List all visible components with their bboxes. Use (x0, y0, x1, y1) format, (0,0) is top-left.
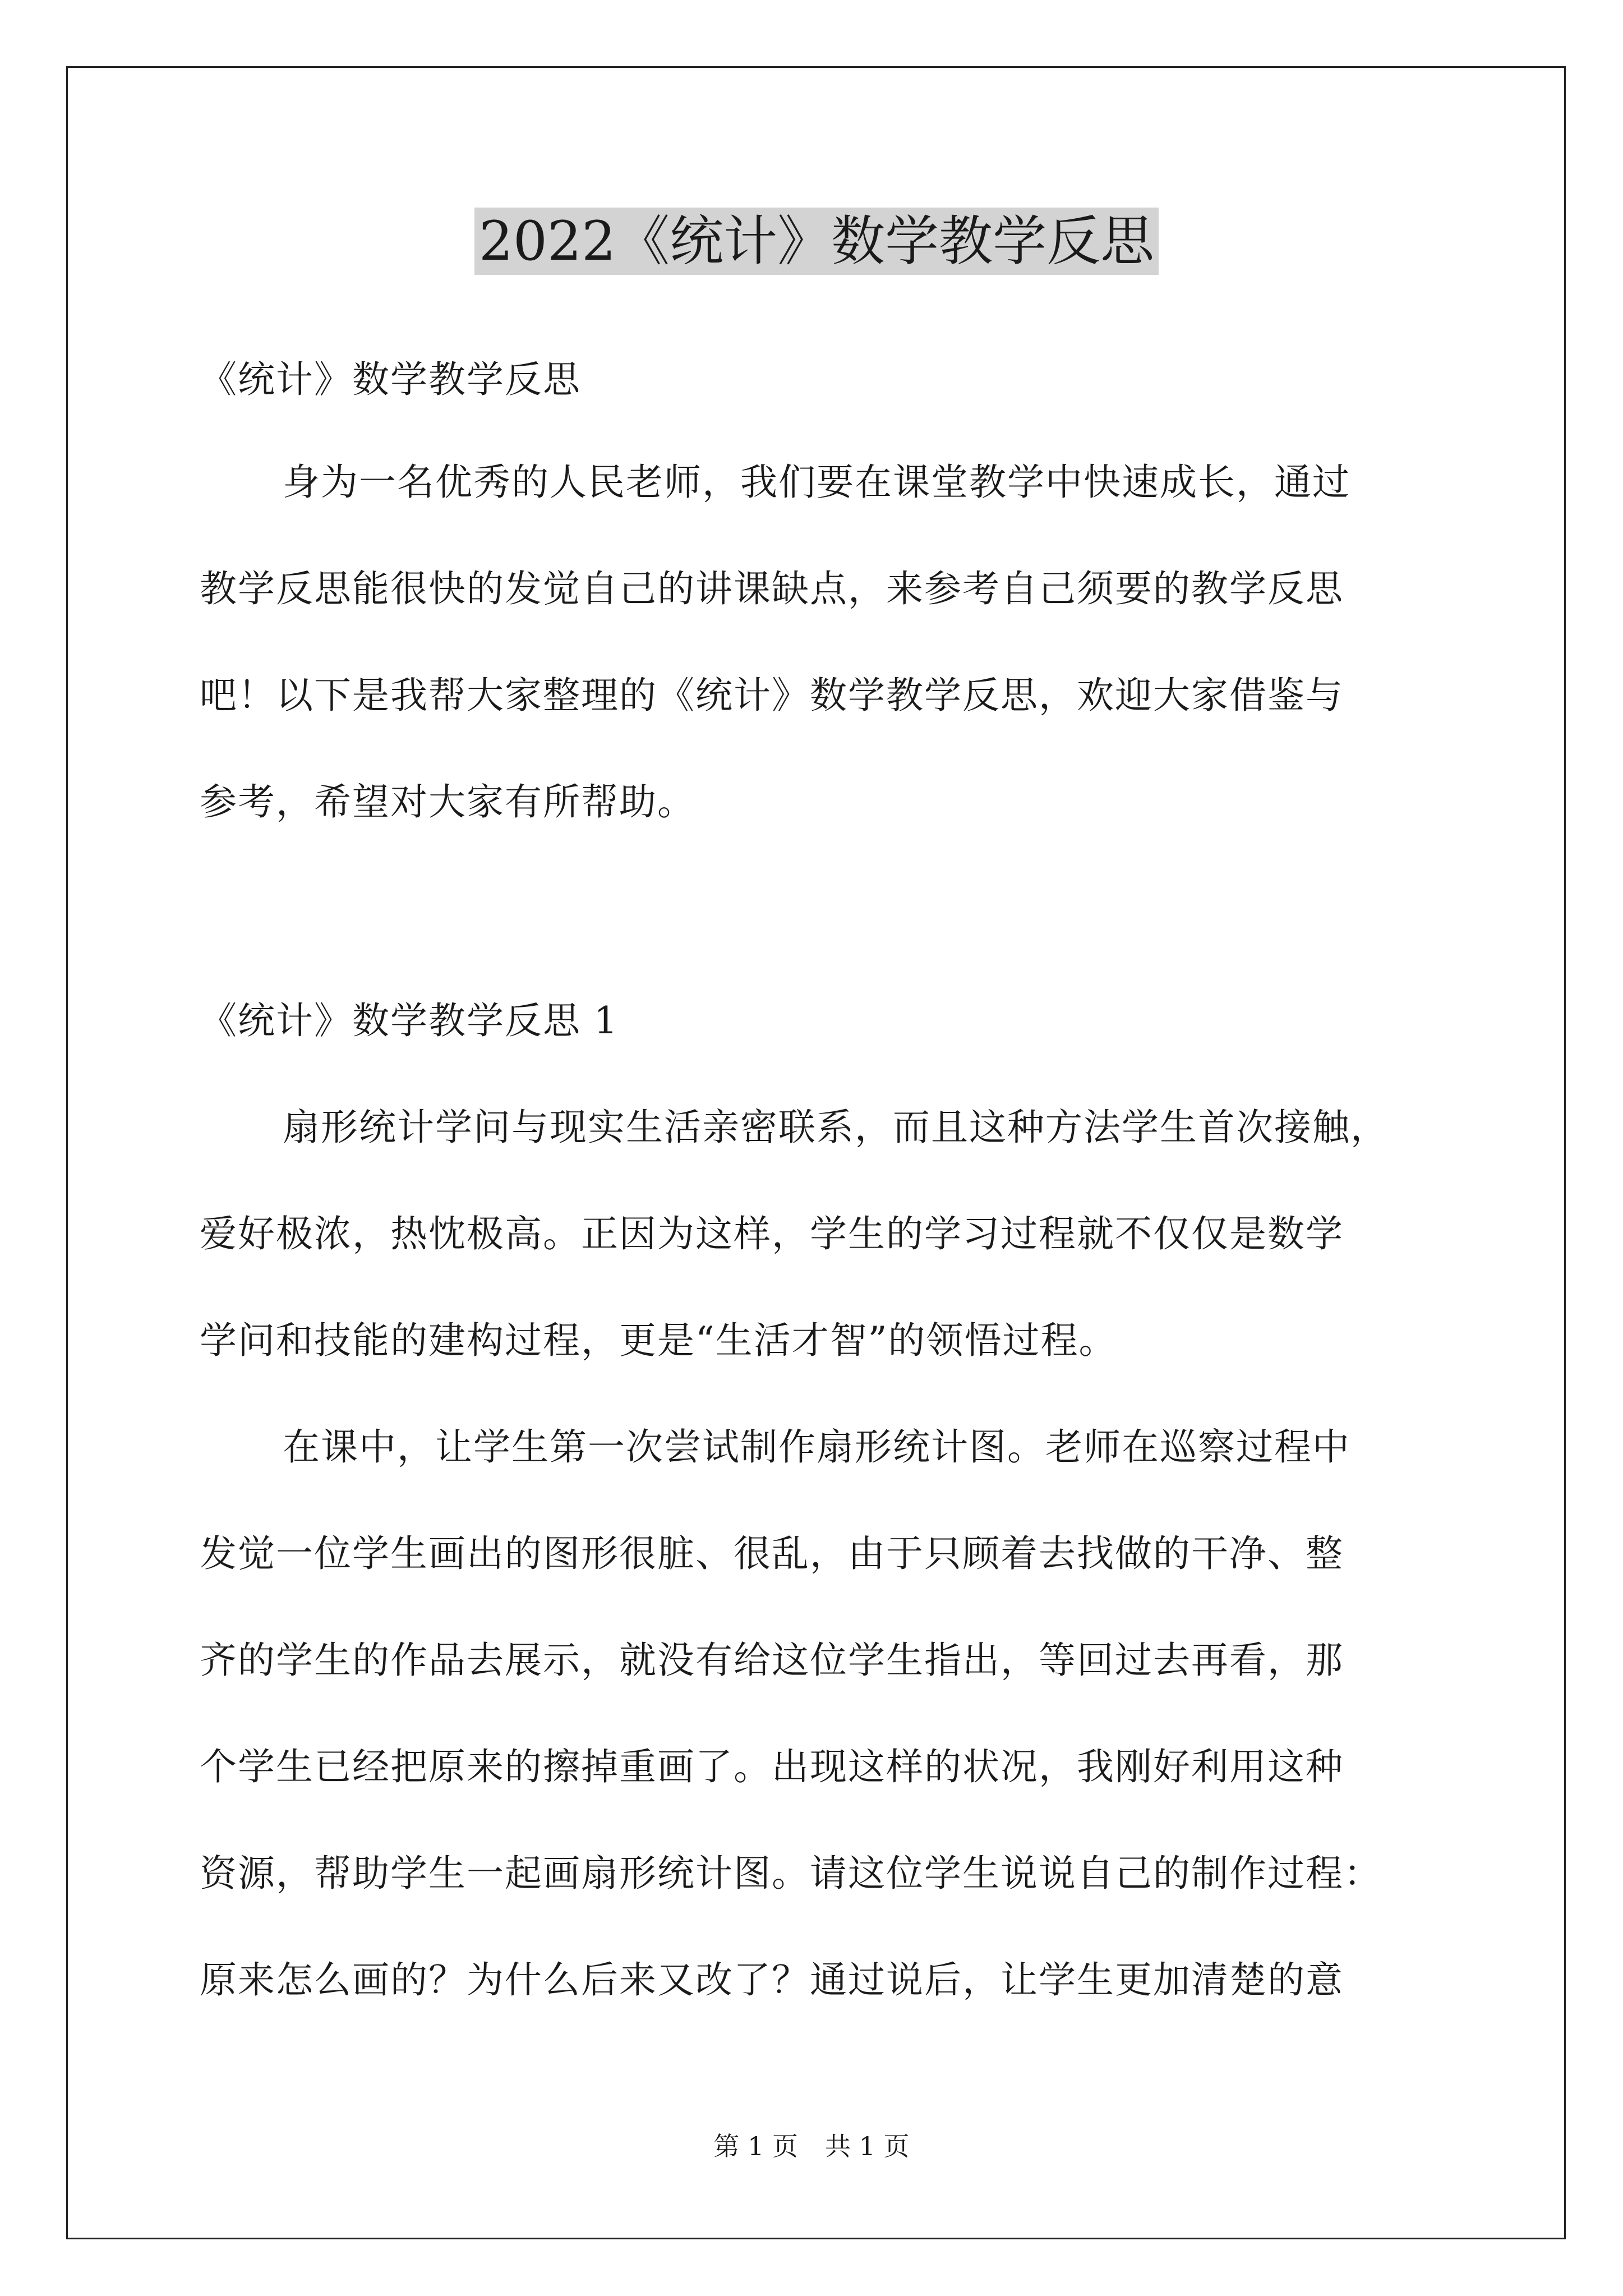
paragraph-line: 个学生已经把原来的擦掉重画了。出现这样的状况，我刚好利用这种 (200, 1745, 1344, 1788)
document-title (200, 205, 1433, 278)
paragraph-line: 发觉一位学生画出的图形很脏、很乱，由于只顾着去找做的干净、整 (200, 1532, 1344, 1575)
intro-line: 吧！以下是我帮大家整理的《统计》数学教学反思，欢迎大家借鉴与 (200, 674, 1344, 717)
page-number: 第 1 页 (713, 2131, 798, 2161)
paragraph-line: 学问和技能的建构过程，更是“生活才智”的领悟过程。 (200, 1319, 1117, 1362)
paragraph-line: 资源，帮助学生一起画扇形统计图。请这位学生说说自己的制作过程： (200, 1852, 1382, 1895)
paragraph-line: 原来怎么画的？为什么后来又改了？通过说后，让学生更加清楚的意 (200, 1958, 1344, 2001)
intro-line: 参考，希望对大家有所帮助。 (200, 780, 695, 823)
section-heading: 《统计》数学教学反思 1 (200, 999, 619, 1042)
intro-line: 教学反思能很快的发觉自己的讲课缺点，来参考自己须要的教学反思 (200, 567, 1344, 610)
document-title-text: 2022《统计》数学教学反思 (474, 208, 1159, 275)
paragraph-line: 在课中，让学生第一次尝试制作扇形统计图。老师在巡察过程中 (283, 1425, 1350, 1469)
paragraph-line: 扇形统计学问与现实生活亲密联系，而且这种方法学生首次接触， (283, 1106, 1389, 1149)
document-subtitle: 《统计》数学教学反思 (200, 358, 581, 401)
paragraph-line: 齐的学生的作品去展示，就没有给这位学生指出，等回过去再看，那 (200, 1639, 1344, 1682)
page-total: 共 1 页 (825, 2131, 910, 2161)
paragraph-line: 爱好极浓，热忱极高。正因为这样，学生的学习过程就不仅仅是数学 (200, 1212, 1344, 1255)
page-footer (0, 2129, 1623, 2163)
intro-line: 身为一名优秀的人民老师，我们要在课堂教学中快速成长，通过 (283, 461, 1350, 504)
